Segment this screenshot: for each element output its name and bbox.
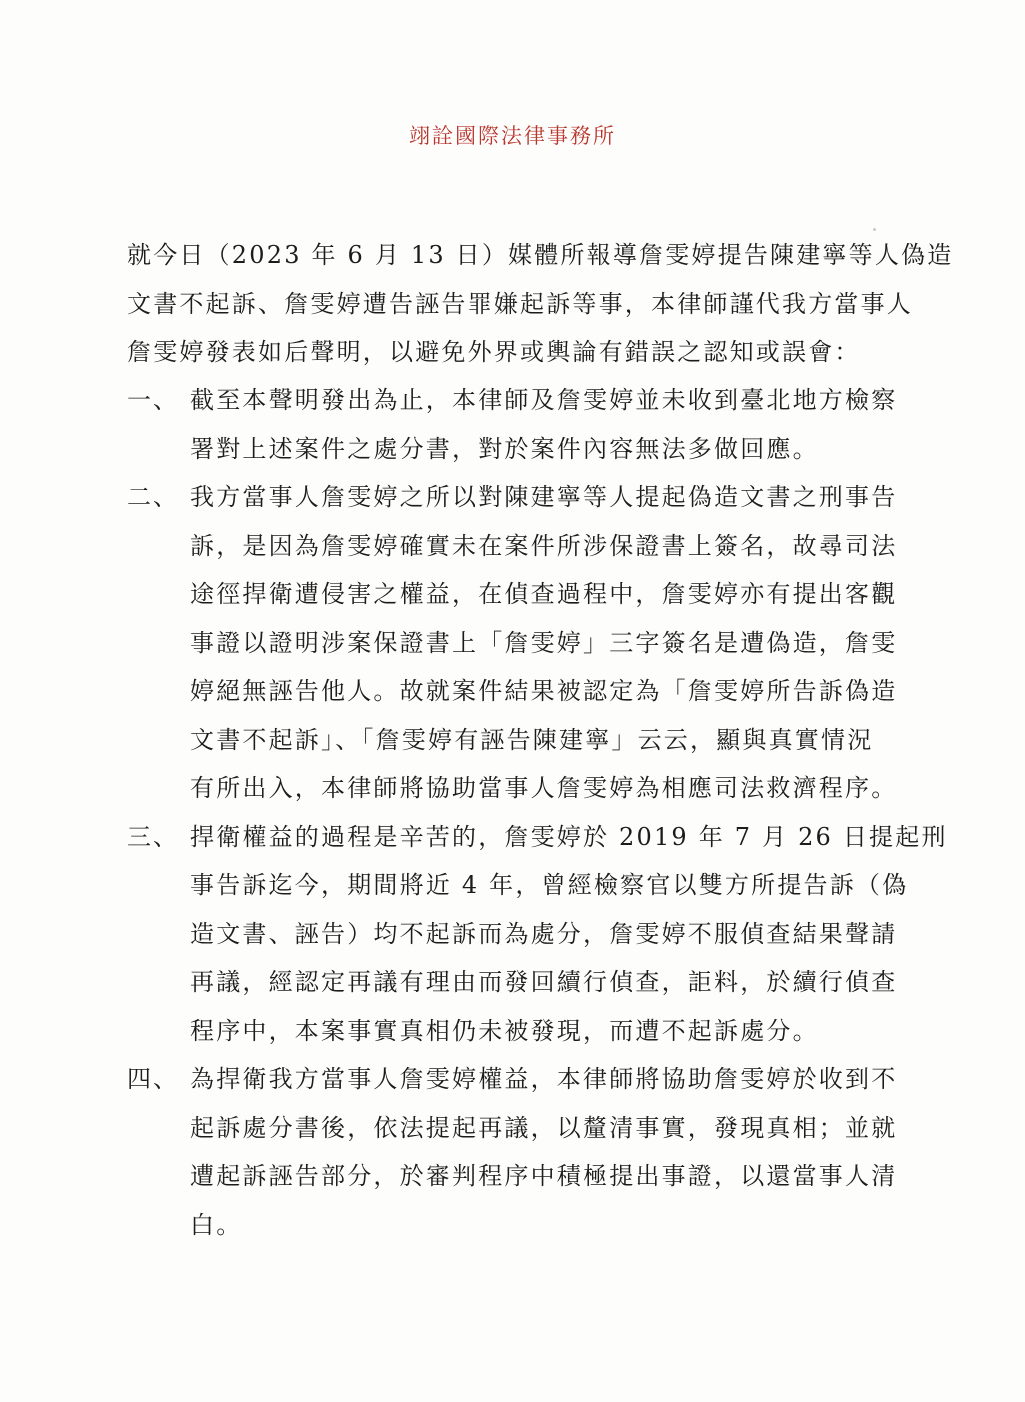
firm-name-header: 翊詮國際法律事務所 bbox=[409, 124, 616, 148]
item-line: 截至本聲明發出為止，本律師及詹雯婷並未收到臺北地方檢察 bbox=[190, 386, 898, 414]
item-line: 捍衛權益的過程是辛苦的，詹雯婷於 2019 年 7 月 26 日提起刑 bbox=[190, 822, 948, 851]
item-line: 造文書、誣告）均不起訴而為處分，詹雯婷不服偵查結果聲請 bbox=[190, 919, 898, 948]
item-line: 署對上述案件之處分書，對於案件內容無法多做回應。 bbox=[190, 434, 819, 463]
item-number: 三、 bbox=[127, 822, 179, 851]
item-line: 有所出入，本律師將協助當事人詹雯婷為相應司法救濟程序。 bbox=[190, 774, 898, 802]
item-line: 為捍衛我方當事人詹雯婷權益，本律師將協助詹雯婷於收到不 bbox=[190, 1065, 898, 1093]
item-line: 再議，經認定再議有理由而發回續行偵查，詎料，於續行偵查 bbox=[190, 968, 898, 996]
item-line: 白。 bbox=[190, 1210, 243, 1239]
item-number: 四、 bbox=[127, 1065, 179, 1093]
item-line: 遭起訴誣告部分，於審判程序中積極提出事證，以還當事人清 bbox=[190, 1162, 898, 1190]
item-body bbox=[190, 1055, 898, 1249]
item-line: 訴，是因為詹雯婷確實未在案件所涉保證書上簽名，故尋司法 bbox=[190, 531, 898, 560]
statement-items bbox=[0, 376, 1025, 1249]
item-line: 文書不起訴」、「詹雯婷有誣告陳建寧」云云，顯與真實情況 bbox=[190, 725, 874, 754]
intro-paragraph bbox=[127, 231, 954, 377]
item-line: 途徑捍衛遭侵害之權益，在偵查過程中，詹雯婷亦有提出客觀 bbox=[190, 580, 898, 608]
item-line: 事證以證明涉案保證書上「詹雯婷」三字簽名是遭偽造，詹雯 bbox=[190, 628, 898, 657]
item-line: 我方當事人詹雯婷之所以對陳建寧等人提起偽造文書之刑事告 bbox=[190, 483, 898, 511]
statement-item-2 bbox=[0, 473, 1025, 813]
intro-line: 就今日（2023 年 6 月 13 日）媒體所報導詹雯婷提告陳建寧等人偽造 bbox=[127, 241, 954, 269]
item-line: 起訴處分書後，依法提起再議，以釐清事實，發現真相；並就 bbox=[190, 1113, 898, 1142]
item-body bbox=[190, 813, 948, 1056]
item-line: 婷絕無誣告他人。故就案件結果被認定為「詹雯婷所告訴偽造 bbox=[190, 677, 898, 705]
statement-item-4 bbox=[0, 1055, 1025, 1249]
item-line: 程序中，本案事實真相仍未被發現，而遭不起訴處分。 bbox=[190, 1016, 819, 1045]
statement-item-3 bbox=[0, 813, 1025, 1056]
item-body bbox=[190, 473, 898, 813]
item-number: 一、 bbox=[127, 386, 179, 414]
item-number: 二、 bbox=[127, 483, 179, 511]
item-line: 事告訴迄今，期間將近 4 年，曾經檢察官以雙方所提告訴（偽 bbox=[190, 871, 909, 899]
item-body bbox=[190, 376, 898, 473]
intro-line: 文書不起訴、詹雯婷遭告誣告罪嫌起訴等事，本律師謹代我方當事人 bbox=[127, 289, 913, 318]
intro-line: 詹雯婷發表如后聲明，以避免外界或輿論有錯誤之認知或誤會： bbox=[127, 338, 861, 366]
statement-item-1 bbox=[0, 376, 1025, 473]
